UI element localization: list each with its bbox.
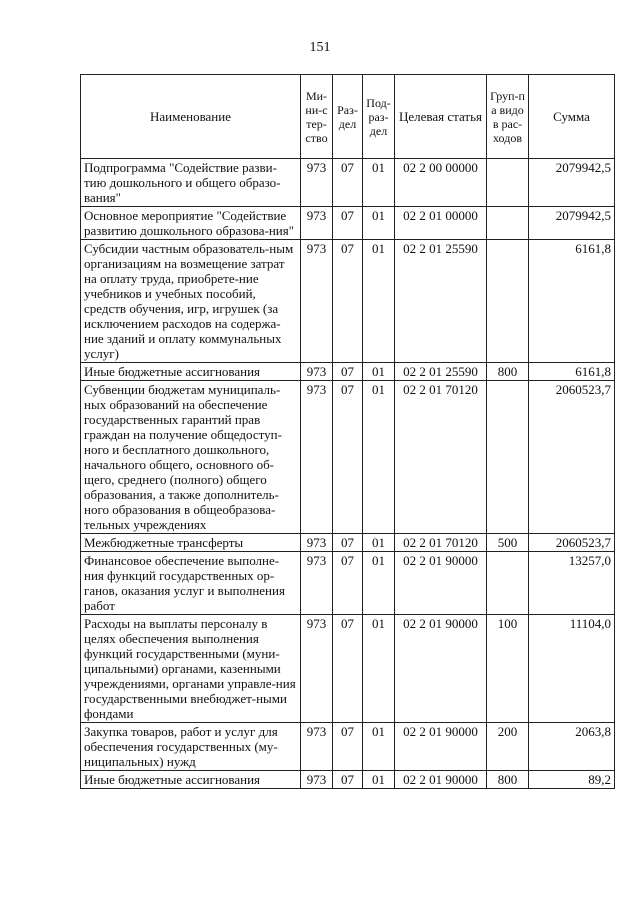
cell-target: 02 2 01 70120 [395,534,487,552]
cell-target: 02 2 01 25590 [395,363,487,381]
table-row [81,723,615,771]
cell-section: 07 [333,363,363,381]
cell-ministry: 973 [301,240,333,363]
header-ministry: Ми-ни-стер-ство [301,75,333,159]
cell-target: 02 2 01 90000 [395,552,487,615]
cell-sum: 2079942,5 [529,159,615,207]
table-row [81,207,615,240]
cell-ministry: 973 [301,207,333,240]
cell-section: 07 [333,207,363,240]
cell-name: Субсидии частным образователь-ным организациям на возмещение затрат на оплату труда, приобрете-ние учебников и учебных пособий, средств обучения, игр, игрушек (за исключением расходов на содержа-ние зданий и оплату коммунальных услуг) [81,240,301,363]
table-row [81,363,615,381]
cell-sum: 11104,0 [529,615,615,723]
cell-section: 07 [333,723,363,771]
header-name: Наименование [81,75,301,159]
table-header-row [81,75,615,159]
cell-subsection: 01 [363,615,395,723]
cell-ministry: 973 [301,771,333,789]
cell-subsection: 01 [363,240,395,363]
cell-ministry: 973 [301,534,333,552]
table-row [81,534,615,552]
table-row [81,240,615,363]
cell-sum: 13257,0 [529,552,615,615]
cell-ministry: 973 [301,363,333,381]
cell-ministry: 973 [301,381,333,534]
cell-sum: 6161,8 [529,240,615,363]
cell-section: 07 [333,615,363,723]
cell-ministry: 973 [301,723,333,771]
cell-group [487,381,529,534]
cell-name: Межбюджетные трансферты [81,534,301,552]
cell-sum: 2060523,7 [529,534,615,552]
header-sum: Сумма [529,75,615,159]
cell-group [487,207,529,240]
page-number: 151 [309,40,331,55]
cell-ministry: 973 [301,615,333,723]
cell-group [487,552,529,615]
cell-target: 02 2 00 00000 [395,159,487,207]
table-row [81,771,615,789]
cell-subsection: 01 [363,363,395,381]
table-row [81,615,615,723]
header-group: Груп-па видов рас-ходов [487,75,529,159]
cell-name: Подпрограмма "Содействие разви-тию дошкольного и общего образо-вания" [81,159,301,207]
cell-group: 200 [487,723,529,771]
cell-target: 02 2 01 25590 [395,240,487,363]
cell-section: 07 [333,771,363,789]
cell-subsection: 01 [363,723,395,771]
cell-sum: 2060523,7 [529,381,615,534]
cell-group: 800 [487,771,529,789]
cell-name: Основное мероприятие "Содействие развитию дошкольного образова-ния" [81,207,301,240]
cell-group [487,159,529,207]
cell-section: 07 [333,381,363,534]
header-target: Целевая статья [395,75,487,159]
cell-name: Расходы на выплаты персоналу в целях обеспечения выполнения функций государственными (муни-ципальными) органами, казенными учреждениями, органами управле-ния государственными внебюджет-ными фондами [81,615,301,723]
table-row [81,381,615,534]
cell-name: Закупка товаров, работ и услуг для обеспечения государственных (му-ниципальных) нужд [81,723,301,771]
header-subsection: Под-раз-дел [363,75,395,159]
cell-target: 02 2 01 70120 [395,381,487,534]
cell-sum: 89,2 [529,771,615,789]
cell-subsection: 01 [363,207,395,240]
cell-section: 07 [333,552,363,615]
cell-sum: 2079942,5 [529,207,615,240]
cell-section: 07 [333,159,363,207]
cell-section: 07 [333,240,363,363]
table-body [81,159,615,789]
budget-table [80,74,615,789]
cell-subsection: 01 [363,381,395,534]
cell-subsection: 01 [363,552,395,615]
cell-sum: 6161,8 [529,363,615,381]
cell-name: Субвенции бюджетам муниципаль-ных образований на обеспечение государственных гарантий прав граждан на получение общедоступ-ного и бесплатного дошкольного, начального общего, основного об-щего, среднего (полного) общего образования, а также дополнитель-ного образования в общеобразова-тельных учреждениях [81,381,301,534]
cell-target: 02 2 01 90000 [395,615,487,723]
cell-name: Иные бюджетные ассигнования [81,363,301,381]
cell-subsection: 01 [363,771,395,789]
table-row [81,159,615,207]
cell-group: 100 [487,615,529,723]
cell-group [487,240,529,363]
cell-subsection: 01 [363,159,395,207]
header-section: Раз-дел [333,75,363,159]
cell-group: 800 [487,363,529,381]
cell-sum: 2063,8 [529,723,615,771]
cell-target: 02 2 01 90000 [395,771,487,789]
cell-group: 500 [487,534,529,552]
table-row [81,552,615,615]
cell-section: 07 [333,534,363,552]
cell-subsection: 01 [363,534,395,552]
cell-name: Иные бюджетные ассигнования [81,771,301,789]
cell-target: 02 2 01 00000 [395,207,487,240]
cell-ministry: 973 [301,159,333,207]
cell-ministry: 973 [301,552,333,615]
cell-target: 02 2 01 90000 [395,723,487,771]
cell-name: Финансовое обеспечение выполне-ния функций государственных ор-ганов, оказания услуг и выполнения работ [81,552,301,615]
